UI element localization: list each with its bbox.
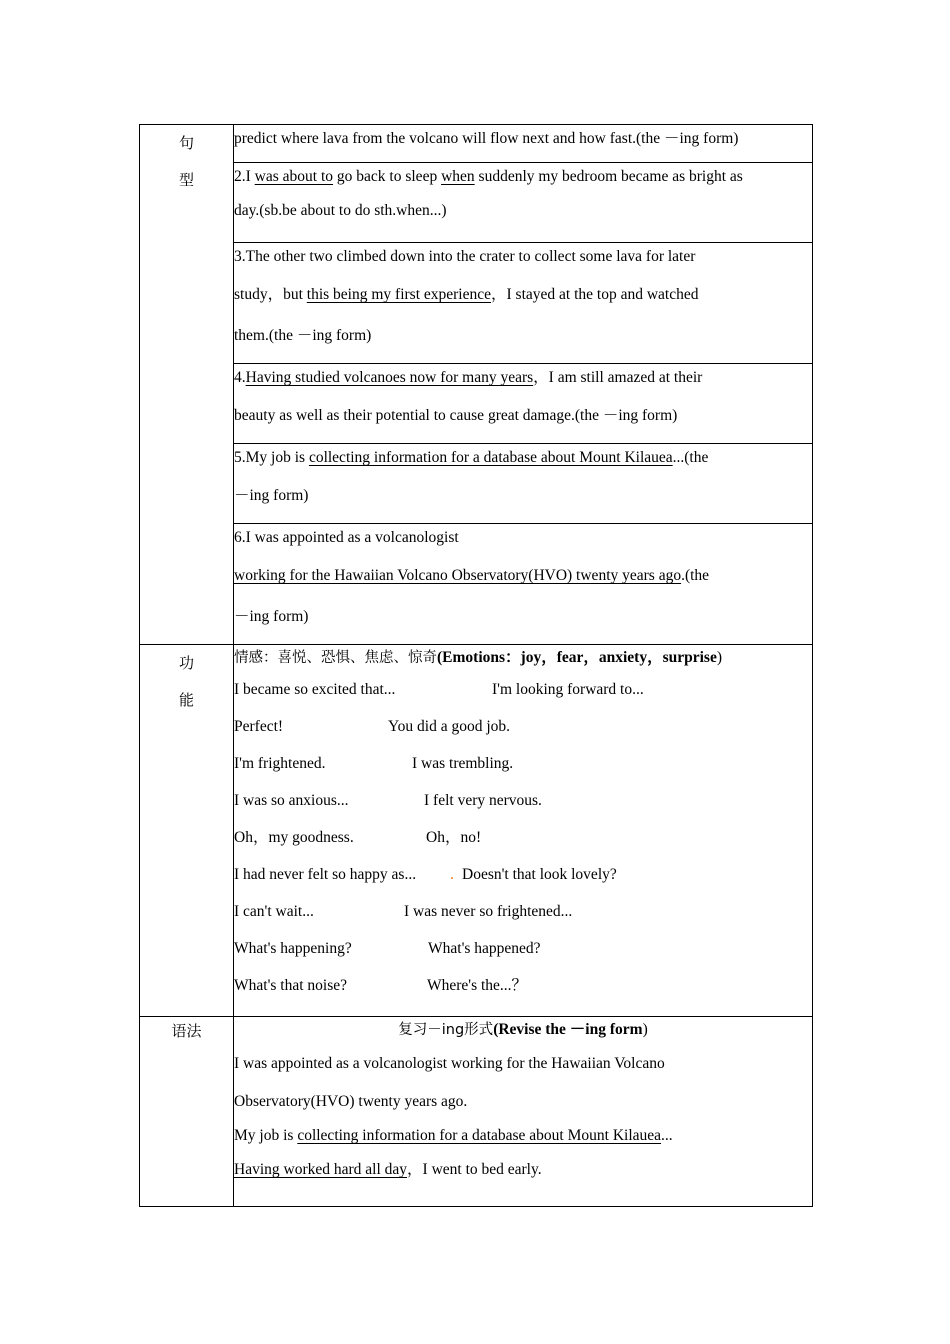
grammar-line-3-underline: collecting information for a database about Mount Kilauea: [297, 1127, 662, 1144]
grammar-title: [234, 1017, 812, 1043]
pair-6-a: I can't wait...: [234, 903, 314, 920]
lesson-table: [139, 124, 813, 1207]
function-row: [140, 645, 813, 1017]
function-pair-4: [234, 819, 812, 856]
sentence-label-char-1: 句: [178, 134, 194, 152]
pair-2-b: I was trembling.: [412, 755, 514, 772]
s3-suffix: ，I am still amazed at their: [533, 369, 703, 386]
function-pair-0: [234, 671, 812, 708]
grammar-line-3-suffix: ...: [661, 1127, 673, 1144]
grammar-row: [140, 1017, 813, 1207]
function-cell: [234, 645, 813, 1017]
s3-underline: Having studied volcanoes now for many years: [245, 369, 534, 386]
s2-line1: 3.The other two climbed down into the crater to collect some lava for later: [234, 248, 696, 265]
grammar-label-text: 语法: [171, 1022, 202, 1040]
s1-underline-2: when: [441, 168, 475, 185]
sentence-cell-3: [234, 364, 813, 444]
function-pair-5: [234, 856, 812, 893]
sentence-cell-1: [234, 163, 813, 243]
pair-1-b: You did a good job.: [388, 718, 511, 735]
s2-line3: them.(the －ing form): [234, 327, 372, 344]
pair-4-b: Oh，no!: [426, 829, 482, 846]
function-heading-close: ): [716, 649, 723, 666]
s5-line3: －ing form): [234, 608, 309, 625]
s4-underline: collecting information for a database about Mount Kilauea: [308, 449, 673, 466]
sentence-row-3: [140, 364, 813, 444]
function-label-char-2: 能: [178, 691, 194, 709]
s4-line2: －ing form): [234, 487, 309, 504]
grammar-line-4-suffix: ，I went to bed early.: [407, 1161, 542, 1178]
s5-suffix: .(the: [681, 567, 710, 584]
function-pair-7: [234, 930, 812, 967]
s4-prefix: 5.My job is: [234, 449, 309, 466]
sentence-cell-4: [234, 444, 813, 524]
function-pair-2: [234, 745, 812, 782]
s2-underline: this being my first experience: [306, 286, 492, 303]
sentence-row-0: [140, 125, 813, 163]
sentence-0-line: predict where lava from the volcano will flow next and how fast.(the －ing form): [234, 130, 739, 147]
function-heading: [234, 645, 812, 671]
grammar-line-4: [234, 1151, 812, 1185]
grammar-line-1: I was appointed as a volcanologist working for the Hawaiian Volcano: [234, 1055, 665, 1072]
grammar-title-cn: 复习－ing形式: [398, 1022, 494, 1038]
sentence-label-char-2: 型: [178, 171, 194, 189]
sentence-row-2: [140, 243, 813, 364]
s3-prefix: 4.: [234, 369, 246, 386]
pair-4-a: Oh，my goodness.: [234, 829, 354, 846]
function-heading-cn: 情感：喜悦、恐惧、焦虑、惊奇: [234, 650, 437, 666]
function-label: [140, 645, 234, 1017]
function-pair-8: [234, 967, 812, 1004]
pair-5-a: I had never felt so happy as...: [234, 866, 417, 883]
pair-0-b: I'm looking forward to...: [492, 681, 644, 698]
function-pair-6: [234, 893, 812, 930]
pair-8-b: Where's the...？: [427, 977, 528, 994]
grammar-line-4-underline: Having worked hard all day: [234, 1161, 408, 1178]
s5-line1: 6.I was appointed as a volcanologist: [234, 529, 459, 546]
sentence-cell-0: [234, 125, 813, 163]
s2-suffix: ，I stayed at the top and watched: [491, 286, 699, 303]
grammar-title-close: ): [642, 1021, 648, 1038]
grammar-cell: [234, 1017, 813, 1207]
s5-underline: working for the Hawaiian Volcano Observatory(HVO) twenty years ago: [234, 567, 682, 584]
sentence-cell-5: [234, 524, 813, 645]
s3-line2: beauty as well as their potential to cause great damage.(the －ing form): [234, 407, 678, 424]
s4-suffix: ...(the: [672, 449, 709, 466]
sentence-label: [140, 125, 234, 645]
sentence-row-4: [140, 444, 813, 524]
pair-5-dot: .: [450, 866, 454, 883]
grammar-line-3: [234, 1117, 812, 1151]
sentence-row-1: [140, 163, 813, 243]
grammar-line-2: Observatory(HVO) twenty years ago.: [234, 1093, 468, 1110]
grammar-line-3-prefix: My job is: [234, 1127, 298, 1144]
grammar-label: [140, 1017, 234, 1207]
function-label-char-1: 功: [178, 654, 194, 672]
pair-7-b: What's happened?: [428, 940, 541, 957]
function-heading-en: (Emotions：joy，fear，anxiety，surprise: [437, 649, 717, 666]
s1-mid: go back to sleep: [333, 168, 442, 185]
pair-6-b: I was never so frightened...: [404, 903, 573, 920]
pair-3-b: I felt very nervous.: [424, 792, 542, 809]
s2-prefix: study，but: [234, 286, 307, 303]
sentence-cell-2: [234, 243, 813, 364]
function-pair-3: [234, 782, 812, 819]
s1-underline-1: was about to: [254, 168, 334, 185]
pair-3-a: I was so anxious...: [234, 792, 349, 809]
pair-5-b: Doesn't that look lovely?: [462, 866, 617, 883]
pair-2-a: I'm frightened.: [234, 755, 326, 772]
sentence-row-5: [140, 524, 813, 645]
s1-line2: day.(sb.be about to do sth.when...): [234, 202, 447, 219]
pair-8-a: What's that noise?: [234, 977, 347, 994]
pair-7-a: What's happening?: [234, 940, 352, 957]
s1-prefix: 2.I: [234, 168, 255, 185]
function-pair-1: [234, 708, 812, 745]
pair-0-a: I became so excited that...: [234, 681, 396, 698]
grammar-title-en: (Revise the －ing form: [493, 1021, 643, 1038]
s1-suffix: suddenly my bedroom became as bright as: [474, 168, 743, 185]
pair-1-a: Perfect!: [234, 718, 284, 735]
